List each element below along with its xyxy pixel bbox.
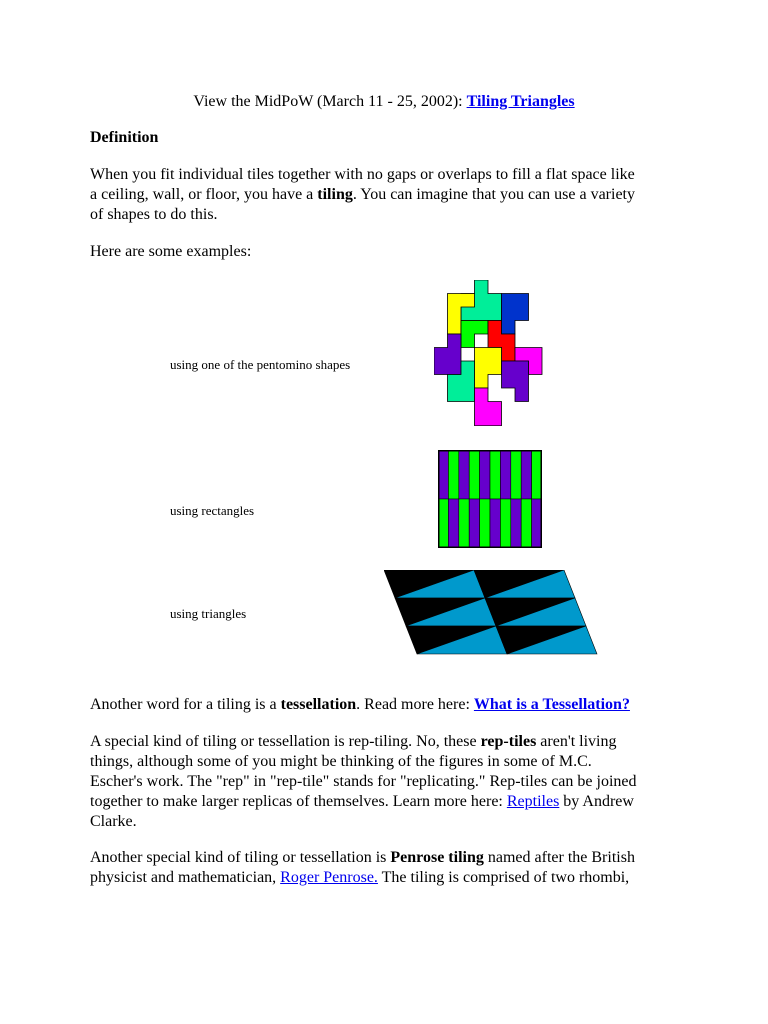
rectangle-tile	[500, 450, 510, 499]
penrose-line-1: Another special kind of tiling or tessellation is Penrose tiling named after the British	[90, 849, 635, 866]
rectangle-tile	[448, 450, 458, 499]
rectangle-tiling-figure	[438, 450, 542, 548]
definition-line-1: When you fit individual tiles together with no gaps or overlaps to fill a flat space like	[90, 166, 635, 183]
definition-heading: Definition	[90, 129, 159, 146]
reptiles-line-5: Clarke.	[90, 813, 137, 830]
rectangle-tile	[490, 499, 500, 548]
midpow-line	[0, 92, 768, 112]
rectangle-tile	[438, 450, 448, 499]
rectangle-tile	[511, 499, 521, 548]
reptiles-link[interactable]: Reptiles	[506, 793, 560, 810]
rectangle-tile	[480, 499, 490, 548]
examples-intro: Here are some examples:	[90, 243, 252, 260]
tiling-triangles-link[interactable]: Tiling Triangles	[466, 93, 575, 110]
tessellation-line: Another word for a tiling is a tessellation. Read more here: What is a Tessellation?	[90, 696, 630, 713]
caption-pentomino: using one of the pentomino shapes	[170, 357, 351, 372]
pentomino-tile	[461, 321, 488, 348]
pentomino-tile	[502, 361, 529, 402]
midpow-intro: View the MidPoW (March 11 - 25, 2002):	[193, 93, 467, 110]
pentomino-tile	[434, 334, 461, 375]
rectangle-tile	[438, 499, 448, 548]
triangle-tiling-figure	[384, 570, 600, 656]
pentomino-tile	[475, 388, 502, 426]
rectangle-tile	[500, 499, 510, 548]
definition-line-3: of shapes to do this.	[90, 206, 218, 223]
what-is-tessellation-link[interactable]: What is a Tessellation?	[473, 696, 630, 713]
rectangle-tile	[480, 450, 490, 499]
rectangle-tile	[469, 450, 479, 499]
caption-rectangles: using rectangles	[170, 503, 255, 518]
rectangle-tile	[511, 450, 521, 499]
tessellation-term: tessellation	[280, 696, 357, 713]
rectangle-tile	[459, 450, 469, 499]
rectangle-tile	[448, 499, 458, 548]
reptiles-line-1: A special kind of tiling or tessellation is rep-tiling. No, these rep-tiles aren't living	[90, 733, 617, 750]
pentomino-tile	[502, 294, 529, 335]
pentomino-tile	[475, 348, 502, 389]
penrose-tiling-term: Penrose tiling	[390, 849, 484, 866]
pentomino-tiling-figure	[434, 280, 546, 426]
roger-penrose-link[interactable]: Roger Penrose.	[280, 869, 378, 886]
reptiles-line-3: Escher's work. The "rep" in "rep-tile" stands for "replicating." Rep-tiles can be joined	[90, 773, 637, 790]
tiling-term: tiling	[317, 186, 353, 203]
penrose-line-2: physicist and mathematician, Roger Penrose. The tiling is comprised of two rhombi,	[90, 869, 630, 886]
rectangle-tile	[521, 450, 531, 499]
reptiles-line-2: things, although some of you might be thinking of the figures in some of M.C.	[90, 753, 592, 770]
definition-line-2: a ceiling, wall, or floor, you have a tiling. You can imagine that you can use a variety	[90, 186, 635, 203]
rectangle-tile	[532, 450, 542, 499]
reptiles-line-4: together to make larger replicas of themselves. Learn more here: Reptiles by Andrew	[90, 793, 634, 810]
rectangle-tile	[459, 499, 469, 548]
caption-triangles: using triangles	[170, 606, 247, 621]
rectangle-tile	[469, 499, 479, 548]
rectangle-tile	[521, 499, 531, 548]
rectangle-tile	[490, 450, 500, 499]
rectangle-tile	[532, 499, 542, 548]
rep-tiles-term: rep-tiles	[480, 733, 537, 750]
